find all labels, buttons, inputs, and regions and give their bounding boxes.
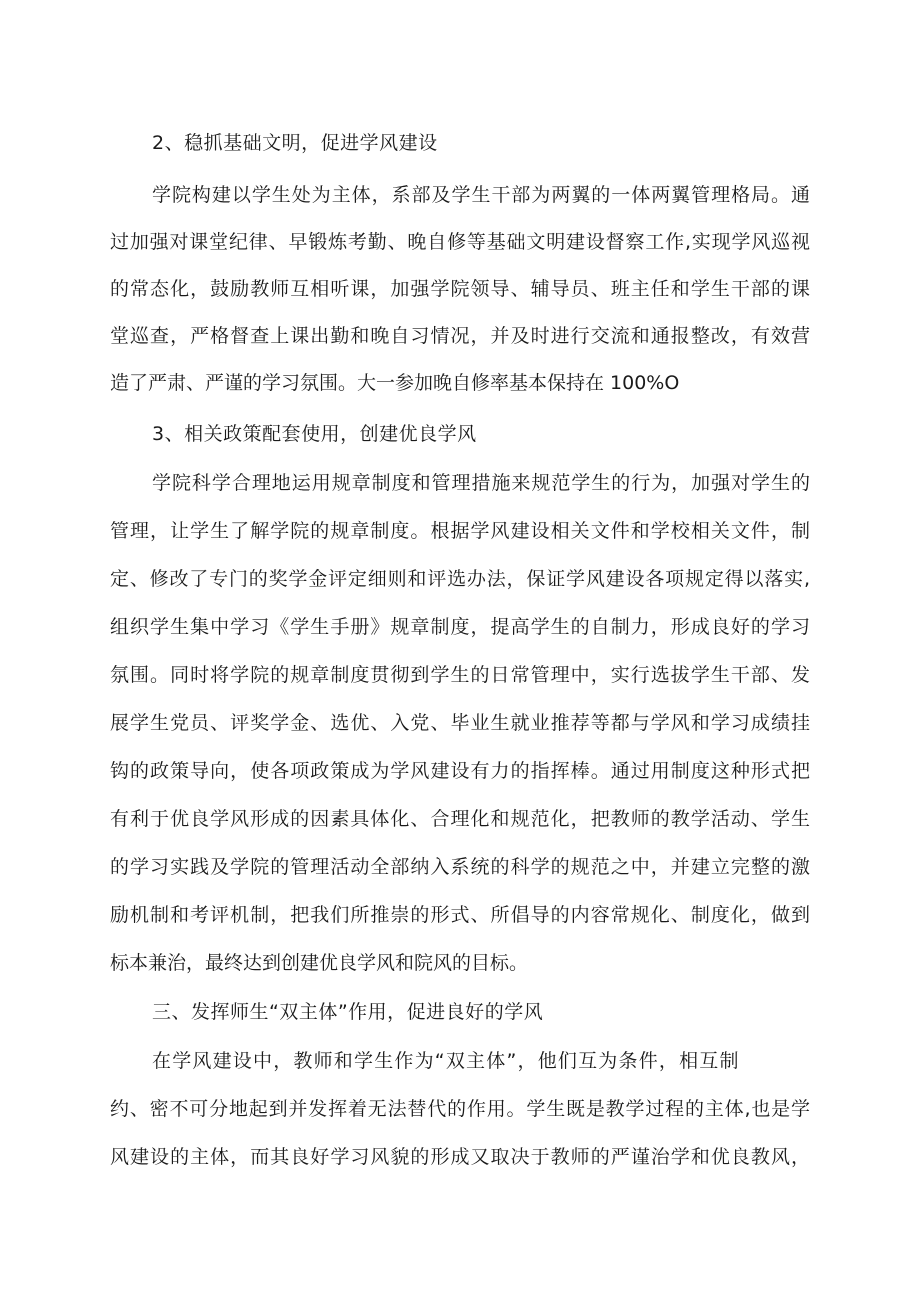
paragraph-3-line-3: 风建设的主体，而其良好学习风貌的形成又取决于教师的严谨治学和优良教风， — [110, 1146, 810, 1168]
paragraph-2-line-6: 展学生党员、评奖学金、选优、入党、毕业生就业推荐等都与学风和学习成绩挂 — [110, 712, 810, 734]
paragraph-1-line-1: 学院构建以学生处为主体，系部及学生干部为两翼的一体两翼管理格局。通 — [152, 184, 810, 206]
paragraph-2-line-2: 管理，让学生了解学院的规章制度。根据学风建设相关文件和学校相关文件，制 — [110, 520, 810, 542]
paragraph-3-line-2: 约、密不可分地起到并发挥着无法替代的作用。学生既是教学过程的主体,也是学 — [110, 1098, 810, 1120]
section-heading-1: 2、稳抓基础文明，促进学风建设 — [152, 132, 438, 154]
paragraph-2-line-4: 组织学生集中学习《学生手册》规章制度，提高学生的自制力，形成良好的学习 — [110, 616, 810, 638]
paragraph-1-line-2: 过加强对课堂纪律、早锻炼考勤、晚自修等基础文明建设督察工作,实现学风巡视 — [110, 231, 810, 253]
paragraph-2-line-10: 励机制和考评机制，把我们所推崇的形式、所倡导的内容常规化、制度化，做到 — [110, 904, 810, 926]
paragraph-3-line-1: 在学风建设中，教师和学生作为“双主体”，他们互为条件，相互制 — [152, 1050, 740, 1072]
paragraph-1-line-3: 的常态化，鼓励教师互相听课，加强学院领导、辅导员、班主任和学生干部的课 — [110, 278, 810, 300]
paragraph-2-line-3: 定、修改了专门的奖学金评定细则和评选办法，保证学风建设各项规定得以落实, — [110, 568, 810, 590]
section-heading-2: 3、相关政策配套使用，创建优良学风 — [152, 423, 477, 445]
paragraph-1-line-5: 造了严肃、严谨的学习氛围。大一参加晚自修率基本保持在 100%O — [110, 372, 680, 394]
paragraph-1-line-4: 堂巡查，严格督查上课出勤和晚自习情况，并及时进行交流和通报整改，有效营 — [110, 325, 810, 347]
paragraph-2-line-9: 的学习实践及学院的管理活动全部纳入系统的科学的规范之中，并建立完整的激 — [110, 856, 810, 878]
section-heading-3: 三、发挥师生“双主体”作用，促进良好的学风 — [152, 1001, 544, 1023]
paragraph-2-line-1: 学院科学合理地运用规章制度和管理措施来规范学生的行为，加强对学生的 — [152, 472, 810, 494]
paragraph-2-line-7: 钩的政策导向，使各项政策成为学风建设有力的指挥棒。通过用制度这种形式把 — [110, 760, 810, 782]
paragraph-2-line-8: 有利于优良学风形成的因素具体化、合理化和规范化，把教师的教学活动、学生 — [110, 808, 810, 830]
paragraph-2-line-5: 氛围。同时将学院的规章制度贯彻到学生的日常管理中，实行选拔学生干部、发 — [110, 664, 810, 686]
paragraph-2-line-11: 标本兼治，最终达到创建优良学风和院风的目标。 — [110, 952, 529, 974]
